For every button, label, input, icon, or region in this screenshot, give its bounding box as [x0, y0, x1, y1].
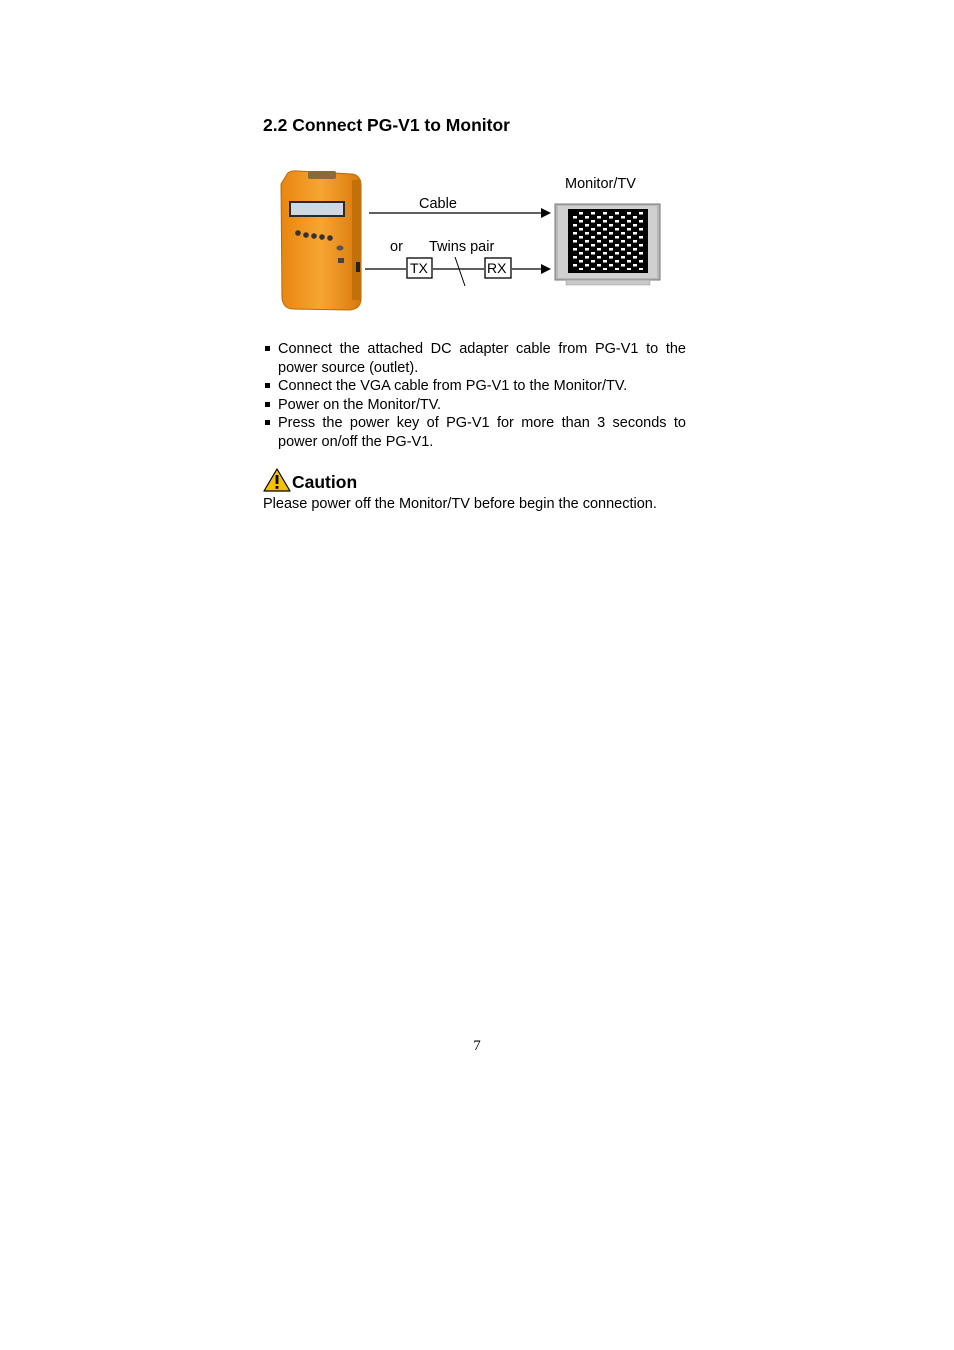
list-item: Connect the VGA cable from PG-V1 to the Monitor/TV.: [263, 377, 686, 396]
or-label: or: [390, 239, 403, 255]
tx-label: TX: [410, 260, 428, 276]
connection-diagram: [275, 165, 675, 315]
page-number: 7: [473, 1038, 481, 1054]
list-item: Press the power key of PG-V1 for more than 3 seconds to power on/off the PG-V1.: [263, 414, 686, 451]
caution-text: Please power off the Monitor/TV before begin the connection.: [263, 496, 657, 512]
twins-pair-label: Twins pair: [429, 239, 495, 255]
caution-header: [263, 468, 357, 492]
list-item: Power on the Monitor/TV.: [263, 396, 686, 415]
monitor-label: Monitor/TV: [565, 176, 636, 192]
rx-label: RX: [487, 260, 507, 276]
cable-label: Cable: [419, 196, 457, 212]
list-item: Connect the attached DC adapter cable from PG-V1 to the power source (outlet).: [263, 340, 686, 377]
section-title: 2.2 Connect PG-V1 to Monitor: [263, 115, 510, 135]
caution-title: Caution: [292, 472, 358, 492]
warning-triangle-icon: [263, 468, 291, 492]
connection-steps: [263, 340, 686, 451]
